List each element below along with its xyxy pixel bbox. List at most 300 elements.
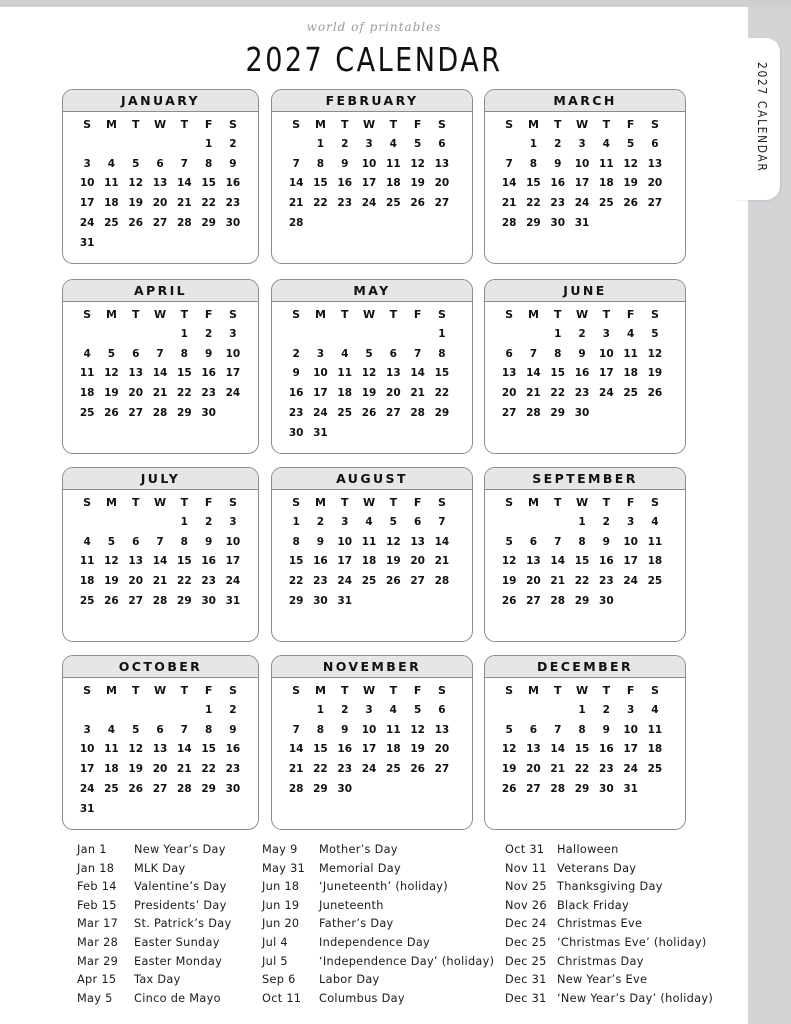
holiday-date: Jul 4	[262, 935, 288, 949]
day-grid	[497, 493, 667, 612]
holiday-row	[262, 860, 494, 879]
day-cell: 22	[313, 763, 328, 776]
weekday-header: S	[83, 118, 92, 131]
holiday-name: Veterans Day	[557, 861, 637, 875]
day-cell: 11	[104, 743, 119, 756]
day-cell: 20	[434, 177, 450, 190]
day-cell: 7	[180, 723, 188, 736]
day-cell: 12	[386, 535, 401, 548]
day-cell: 30	[550, 216, 566, 229]
empty-cell	[546, 513, 570, 533]
day-cell: 7	[156, 535, 164, 548]
day-cell: 10	[623, 535, 638, 548]
day-cell: 25	[104, 782, 119, 795]
day-cell: 5	[107, 347, 116, 360]
day-cell: 5	[389, 515, 397, 528]
day-cell: 24	[599, 387, 614, 400]
day-cell: 8	[180, 347, 188, 360]
weekday-header: T	[131, 684, 140, 697]
day-cell: 16	[201, 367, 216, 380]
day-cell: 20	[434, 743, 450, 756]
month-card-september	[484, 467, 686, 642]
day-cell: 18	[647, 743, 663, 756]
weekday-header: S	[437, 496, 446, 509]
month-card-august	[271, 467, 473, 642]
empty-cell	[521, 701, 545, 721]
weekday-header: T	[340, 308, 349, 321]
day-cell: 28	[410, 406, 425, 419]
month-title: JANUARY	[63, 90, 258, 112]
day-cell: 26	[501, 782, 517, 795]
day-cell: 10	[599, 347, 614, 360]
month-card-november	[271, 655, 473, 830]
weekday-header: T	[553, 684, 562, 697]
month-title: NOVEMBER	[272, 656, 472, 678]
holiday-date: Mar 17	[77, 917, 119, 931]
empty-cell	[124, 135, 148, 155]
day-cell: 25	[647, 763, 663, 776]
day-cell: 25	[386, 763, 401, 776]
day-cell: 6	[438, 137, 446, 150]
weekday-header: F	[204, 308, 213, 321]
day-cell: 9	[229, 723, 237, 736]
empty-cell	[148, 701, 172, 721]
weekday-header: T	[389, 684, 398, 697]
day-cell: 6	[389, 347, 397, 360]
day-cell: 30	[337, 782, 353, 795]
day-cell: 10	[225, 347, 241, 360]
day-cell: 12	[647, 347, 663, 360]
empty-cell	[521, 325, 545, 345]
day-cell: 29	[526, 216, 541, 229]
day-cell: 27	[526, 594, 541, 607]
day-cell: 3	[365, 137, 373, 150]
day-cell: 15	[177, 367, 192, 380]
day-cell: 15	[313, 177, 328, 190]
holiday-date: Nov 11	[505, 861, 547, 875]
day-cell: 19	[128, 763, 144, 776]
holiday-row	[262, 934, 494, 953]
weekday-header: S	[505, 308, 514, 321]
weekday-header: T	[180, 684, 189, 697]
holiday-name: Labor Day	[319, 973, 380, 987]
day-cell: 23	[550, 197, 566, 210]
day-cell: 25	[104, 216, 119, 229]
day-cell: 27	[128, 406, 144, 419]
day-cell: 8	[204, 157, 213, 170]
holiday-name: St. Patrick’s Day	[134, 917, 232, 931]
day-cell: 3	[229, 515, 237, 528]
day-cell: 8	[316, 723, 325, 736]
day-cell: 6	[156, 723, 164, 736]
weekday-header: W	[362, 308, 376, 321]
day-cell: 6	[438, 703, 446, 716]
day-cell: 26	[361, 406, 377, 419]
day-cell: 10	[79, 743, 95, 756]
day-cell: 15	[201, 177, 216, 190]
weekday-header: T	[180, 118, 189, 131]
weekday-header: T	[131, 118, 140, 131]
day-cell: 27	[434, 197, 450, 210]
day-cell: 16	[201, 555, 216, 568]
day-grid	[497, 305, 667, 424]
month-card-december	[484, 655, 686, 830]
day-cell: 28	[288, 216, 304, 229]
day-cell: 3	[316, 347, 325, 360]
weekday-header: W	[575, 496, 589, 509]
weekday-header: S	[292, 496, 301, 509]
day-cell: 25	[386, 197, 401, 210]
holiday-row	[77, 915, 231, 934]
day-cell: 23	[201, 387, 216, 400]
weekday-header: T	[131, 496, 140, 509]
holiday-row	[505, 897, 713, 916]
day-cell: 12	[410, 157, 425, 170]
holiday-row	[505, 934, 713, 953]
empty-cell	[497, 325, 521, 345]
day-cell: 5	[626, 137, 635, 150]
weekday-header: S	[83, 496, 92, 509]
day-cell: 23	[313, 575, 328, 588]
day-cell: 19	[104, 387, 119, 400]
day-cell: 24	[79, 216, 95, 229]
day-cell: 20	[128, 575, 144, 588]
day-cell: 29	[177, 594, 192, 607]
weekday-header: S	[437, 684, 446, 697]
day-cell: 11	[623, 347, 638, 360]
day-cell: 16	[599, 555, 614, 568]
day-cell: 11	[647, 535, 663, 548]
day-cell: 5	[365, 347, 373, 360]
day-cell: 17	[225, 555, 241, 568]
day-cell: 11	[79, 555, 95, 568]
weekday-header: S	[505, 118, 514, 131]
day-cell: 8	[204, 723, 213, 736]
day-grid	[75, 681, 245, 820]
day-cell: 11	[104, 177, 119, 190]
day-cell: 13	[434, 723, 450, 736]
weekday-header: T	[180, 308, 189, 321]
day-cell: 28	[288, 782, 304, 795]
day-cell: 2	[341, 137, 349, 150]
day-cell: 13	[501, 367, 517, 380]
weekday-header: T	[553, 118, 562, 131]
holiday-name: Cinco de Mayo	[134, 991, 221, 1005]
day-cell: 27	[647, 197, 663, 210]
month-title: FEBRUARY	[272, 90, 472, 112]
day-grid	[284, 115, 454, 234]
day-cell: 6	[132, 535, 140, 548]
day-cell: 18	[623, 367, 638, 380]
day-cell: 31	[79, 236, 95, 249]
day-cell: 21	[177, 197, 192, 210]
day-cell: 4	[651, 703, 659, 716]
day-cell: 8	[578, 723, 586, 736]
day-cell: 26	[501, 594, 517, 607]
day-cell: 17	[574, 177, 590, 190]
day-cell: 14	[526, 367, 541, 380]
day-cell: 2	[602, 515, 610, 528]
day-cell: 11	[337, 367, 353, 380]
month-title: OCTOBER	[63, 656, 258, 678]
day-cell: 7	[156, 347, 164, 360]
day-cell: 26	[128, 216, 144, 229]
day-cell: 4	[83, 535, 91, 548]
day-cell: 17	[361, 177, 377, 190]
day-grid	[284, 493, 454, 612]
weekday-header: M	[527, 684, 539, 697]
day-cell: 24	[225, 575, 241, 588]
day-cell: 13	[434, 157, 450, 170]
holiday-row	[77, 971, 231, 990]
holiday-date: May 5	[77, 991, 113, 1005]
day-cell: 17	[225, 367, 241, 380]
holiday-date: Jan 1	[77, 843, 107, 856]
weekday-header: W	[575, 118, 589, 131]
weekday-header: F	[204, 684, 213, 697]
holiday-name: MLK Day	[134, 861, 186, 875]
day-cell: 3	[626, 703, 635, 716]
day-cell: 4	[626, 327, 635, 340]
day-cell: 12	[104, 367, 119, 380]
day-cell: 28	[152, 406, 168, 419]
day-cell: 21	[288, 763, 304, 776]
weekday-header: W	[575, 684, 589, 697]
month-card-january	[62, 89, 259, 264]
day-cell: 29	[550, 406, 566, 419]
day-cell: 13	[152, 743, 168, 756]
day-cell: 11	[386, 723, 401, 736]
day-cell: 16	[337, 743, 353, 756]
day-cell: 6	[132, 347, 140, 360]
day-cell: 26	[104, 406, 119, 419]
month-title: JUNE	[485, 280, 685, 302]
day-cell: 5	[413, 137, 422, 150]
day-cell: 23	[574, 387, 590, 400]
day-cell: 1	[180, 327, 188, 340]
day-cell: 21	[526, 387, 541, 400]
day-cell: 10	[225, 535, 241, 548]
day-cell: 25	[79, 594, 95, 607]
holiday-date: May 31	[262, 861, 306, 875]
day-cell: 4	[389, 137, 397, 150]
day-cell: 12	[128, 177, 144, 190]
weekday-header: W	[153, 684, 167, 697]
day-cell: 18	[386, 177, 401, 190]
day-cell: 14	[177, 177, 192, 190]
day-cell: 25	[647, 575, 663, 588]
weekday-header: T	[602, 308, 611, 321]
weekday-header: F	[204, 496, 213, 509]
day-cell: 31	[225, 594, 241, 607]
day-cell: 13	[128, 555, 144, 568]
month-title: AUGUST	[272, 468, 472, 490]
day-cell: 15	[434, 367, 450, 380]
day-cell: 18	[79, 575, 95, 588]
weekday-header: S	[292, 118, 301, 131]
holiday-name: ‘Independence Day’ (holiday)	[319, 954, 495, 968]
day-cell: 1	[438, 327, 446, 340]
weekday-header: F	[413, 496, 422, 509]
empty-cell	[124, 325, 148, 345]
day-cell: 22	[201, 763, 216, 776]
day-cell: 1	[180, 515, 188, 528]
day-cell: 28	[152, 594, 168, 607]
holiday-date: Dec 25	[505, 935, 547, 949]
day-cell: 8	[292, 535, 300, 548]
empty-cell	[497, 701, 521, 721]
day-cell: 19	[410, 177, 425, 190]
day-cell: 6	[529, 723, 538, 736]
empty-cell	[521, 513, 545, 533]
day-cell: 6	[413, 515, 422, 528]
day-cell: 24	[225, 387, 241, 400]
day-cell: 12	[410, 723, 425, 736]
weekday-header: F	[626, 308, 635, 321]
day-cell: 27	[434, 763, 450, 776]
day-cell: 8	[316, 157, 325, 170]
holiday-row	[505, 841, 713, 860]
day-cell: 21	[177, 763, 192, 776]
month-card-october	[62, 655, 259, 830]
day-cell: 5	[107, 535, 116, 548]
month-title: APRIL	[63, 280, 258, 302]
holiday-name: Juneteenth	[319, 898, 384, 912]
day-cell: 19	[128, 197, 144, 210]
day-cell: 14	[152, 367, 168, 380]
weekday-header: T	[602, 684, 611, 697]
day-grid	[75, 305, 245, 424]
empty-cell	[172, 135, 196, 155]
day-cell: 22	[526, 197, 541, 210]
day-cell: 20	[152, 197, 168, 210]
day-cell: 26	[623, 197, 638, 210]
empty-cell	[333, 325, 357, 345]
holiday-row	[505, 953, 713, 972]
weekday-header: W	[575, 308, 589, 321]
day-cell: 23	[288, 406, 304, 419]
day-grid	[497, 115, 667, 234]
day-cell: 31	[574, 216, 590, 229]
day-cell: 24	[313, 406, 328, 419]
weekday-header: S	[505, 684, 514, 697]
holiday-row	[77, 860, 231, 879]
day-cell: 20	[386, 387, 401, 400]
weekday-header: T	[389, 496, 398, 509]
holiday-row	[505, 990, 713, 1009]
day-cell: 4	[602, 137, 610, 150]
day-cell: 4	[341, 347, 349, 360]
day-cell: 17	[79, 197, 95, 210]
day-cell: 7	[413, 347, 422, 360]
day-cell: 24	[623, 575, 638, 588]
holiday-row	[262, 971, 494, 990]
day-cell: 30	[599, 782, 614, 795]
day-cell: 23	[337, 197, 353, 210]
month-card-february	[271, 89, 473, 264]
day-cell: 16	[225, 177, 241, 190]
empty-cell	[405, 325, 429, 345]
day-cell: 25	[337, 406, 353, 419]
holiday-name: New Year’s Eve	[557, 973, 648, 987]
day-grid	[75, 493, 245, 612]
day-cell: 2	[204, 327, 213, 340]
day-cell: 28	[526, 406, 541, 419]
day-cell: 3	[83, 157, 91, 170]
day-cell: 11	[647, 723, 663, 736]
empty-cell	[124, 701, 148, 721]
weekday-header: S	[292, 308, 301, 321]
day-cell: 15	[574, 743, 590, 756]
day-cell: 7	[292, 723, 300, 736]
weekday-header: S	[650, 684, 659, 697]
month-title: JULY	[63, 468, 258, 490]
day-cell: 19	[361, 387, 377, 400]
empty-cell	[284, 135, 308, 155]
weekday-header: M	[527, 308, 539, 321]
holiday-column	[262, 841, 494, 1008]
day-cell: 5	[505, 723, 513, 736]
day-cell: 1	[554, 327, 562, 340]
day-cell: 10	[337, 535, 353, 548]
empty-cell	[148, 135, 172, 155]
weekday-header: F	[413, 118, 422, 131]
holiday-row	[77, 990, 231, 1009]
empty-cell	[99, 513, 123, 533]
day-cell: 24	[574, 197, 590, 210]
day-cell: 21	[410, 387, 425, 400]
day-cell: 5	[132, 723, 140, 736]
month-card-june	[484, 279, 686, 454]
day-cell: 15	[313, 743, 328, 756]
day-cell: 16	[313, 555, 328, 568]
day-cell: 24	[337, 575, 353, 588]
day-cell: 24	[361, 197, 377, 210]
holiday-name: Independence Day	[319, 935, 431, 949]
empty-cell	[99, 701, 123, 721]
weekday-header: T	[553, 496, 562, 509]
day-cell: 25	[623, 387, 638, 400]
weekday-header: F	[413, 308, 422, 321]
day-cell: 16	[599, 743, 614, 756]
weekday-header: T	[340, 684, 349, 697]
day-cell: 24	[623, 763, 638, 776]
day-cell: 3	[626, 515, 635, 528]
weekday-header: F	[626, 496, 635, 509]
holiday-row	[262, 878, 494, 897]
day-cell: 8	[180, 535, 188, 548]
empty-cell	[75, 701, 99, 721]
top-border	[0, 0, 791, 7]
day-cell: 20	[526, 763, 541, 776]
day-cell: 9	[316, 535, 325, 548]
day-cell: 13	[128, 367, 144, 380]
holiday-row	[505, 915, 713, 934]
day-cell: 3	[83, 723, 91, 736]
day-cell: 26	[104, 594, 119, 607]
day-cell: 14	[501, 177, 517, 190]
weekday-header: S	[83, 684, 92, 697]
day-cell: 5	[132, 157, 140, 170]
day-cell: 18	[104, 197, 119, 210]
day-cell: 12	[501, 743, 517, 756]
day-cell: 18	[79, 387, 95, 400]
day-cell: 14	[177, 743, 192, 756]
day-cell: 23	[225, 763, 241, 776]
day-cell: 27	[386, 406, 401, 419]
weekday-header: W	[153, 308, 167, 321]
day-cell: 28	[434, 575, 450, 588]
